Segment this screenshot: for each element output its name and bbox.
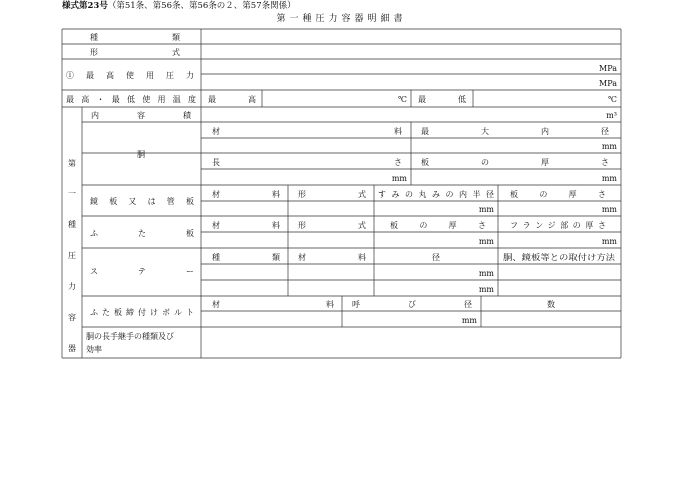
label-cover-bolt: ふた板締付けボルト xyxy=(90,308,194,317)
label-cover-form: 形式 xyxy=(298,221,366,230)
label-stay: ステー xyxy=(90,267,194,276)
label-cover-thickness: 板の厚さ xyxy=(390,221,486,230)
label-corner-radius: すみの丸みの内半径 xyxy=(378,190,494,199)
label-form: 形式 xyxy=(90,48,180,57)
label-bolt-material: 材料 xyxy=(212,300,334,309)
unit-mm: mm xyxy=(478,285,494,294)
unit-mm: mm xyxy=(601,174,617,183)
unit-mpa-2: MPa xyxy=(599,79,617,88)
label-stay-kind: 種類 xyxy=(212,253,280,262)
label-shell-thickness: 板の厚さ xyxy=(421,158,609,167)
label-end-plate: 鏡板又は管板 xyxy=(90,197,194,206)
unit-mpa-1: MPa xyxy=(599,64,617,73)
side-label-char: 一 xyxy=(68,189,76,198)
label-kind: 種類 xyxy=(90,33,180,42)
label-capacity: 内容積 xyxy=(91,111,191,120)
label-end-thickness: 板の厚さ xyxy=(510,190,606,199)
unit-mm: mm xyxy=(601,142,617,151)
side-label-char: 第 xyxy=(68,159,76,168)
label-temp-min: 最低 xyxy=(418,95,466,104)
label-end-form: 形式 xyxy=(298,190,366,199)
unit-mm: mm xyxy=(478,237,494,246)
unit-mm: mm xyxy=(478,205,494,214)
unit-mm: mm xyxy=(391,174,407,183)
unit-mm: mm xyxy=(601,205,617,214)
label-stay-diameter: 径 xyxy=(432,253,440,262)
label-shell: 胴 xyxy=(137,150,145,159)
label-cover-plate: ふた板 xyxy=(90,229,194,238)
document-title: 第一種圧力容器明細書 xyxy=(276,14,407,24)
label-end-material: 材料 xyxy=(212,190,280,199)
label-max-min-temp: 最高・最低使用温度 xyxy=(66,95,196,104)
side-label-char: 種 xyxy=(68,220,76,229)
label-joint-line1: 胴の長手継手の種類及び xyxy=(86,332,174,341)
label-temp-max: 最高 xyxy=(208,95,256,104)
label-attach-method: 胴、鏡板等との取付け方法 xyxy=(503,253,599,262)
label-flange-thickness: フランジ部の厚さ xyxy=(510,221,606,230)
unit-mm: mm xyxy=(461,316,477,325)
label-shell-length: 長さ xyxy=(212,158,402,167)
label-cover-material: 材料 xyxy=(212,221,280,230)
form-number: 様式第23号 xyxy=(62,1,108,11)
label-nominal-dia: 呼び径 xyxy=(352,300,472,309)
unit-mm: mm xyxy=(601,237,617,246)
side-label-char: 力 xyxy=(68,282,76,291)
label-max-inner-dia: 最大内径 xyxy=(421,127,609,136)
form-basis: （第51条、第56条、第56条の２、第57条関係） xyxy=(107,1,296,11)
side-label-char: 圧 xyxy=(68,251,76,260)
side-label-char: 容 xyxy=(68,313,76,322)
label-max-pressure: ①最高使用圧力 xyxy=(66,71,194,80)
unit-cubic-meter: m³ xyxy=(606,111,617,120)
side-label-char: 器 xyxy=(68,344,76,353)
unit-celsius-1: ℃ xyxy=(398,95,407,104)
label-stay-material: 材料 xyxy=(298,253,366,262)
unit-mm: mm xyxy=(478,269,494,278)
label-joint-line2: 効率 xyxy=(86,345,102,354)
label-shell-material: 材料 xyxy=(212,127,402,136)
label-bolt-count: 数 xyxy=(547,300,555,309)
unit-celsius-2: ℃ xyxy=(608,95,617,104)
